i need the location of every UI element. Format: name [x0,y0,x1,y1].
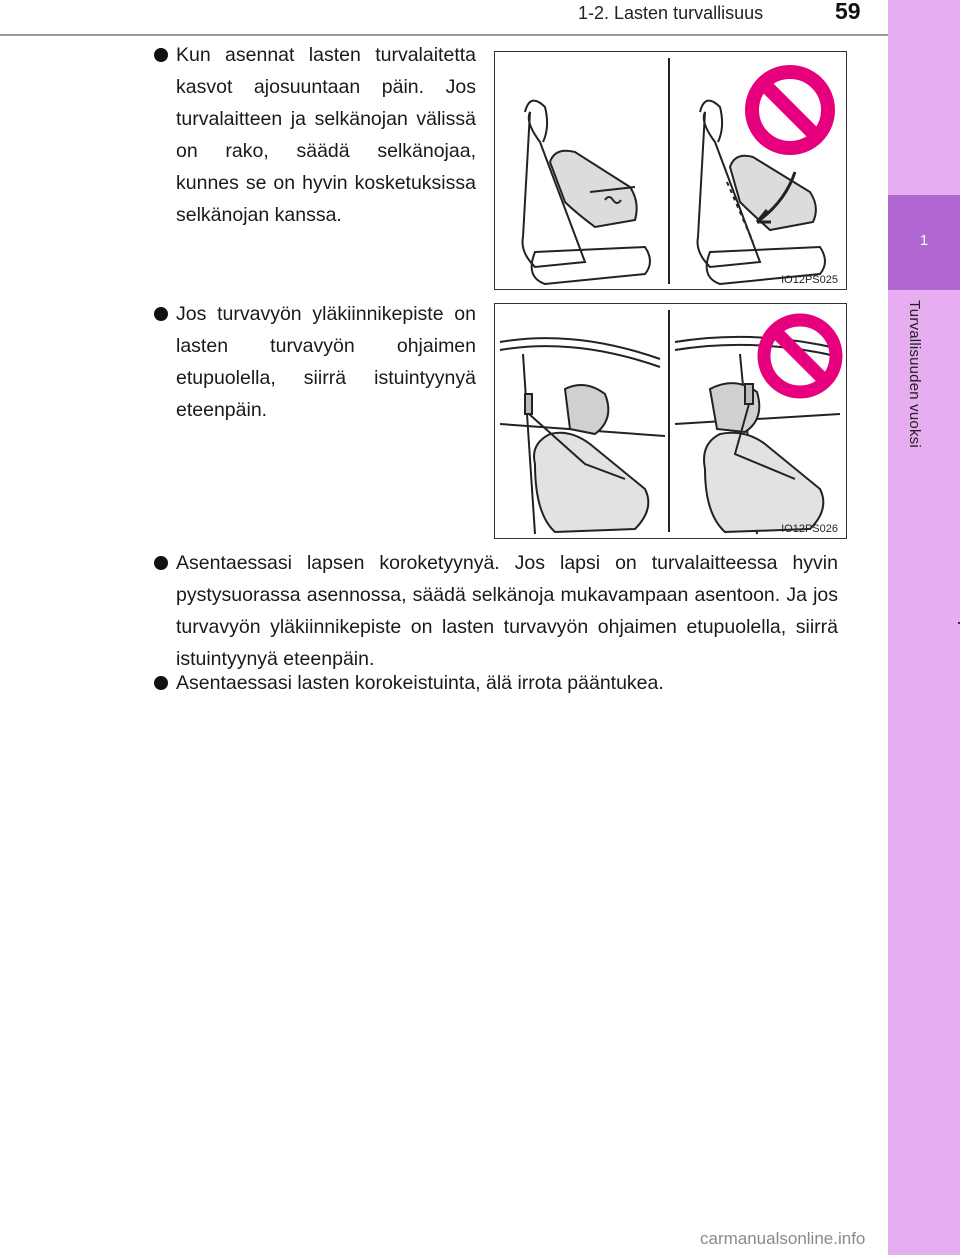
section-title: 1-2. Lasten turvallisuus [578,3,764,23]
figure-seat-backrest [494,51,847,290]
page-number: 59 [835,0,861,24]
seat-illustration [495,52,846,289]
figure-code: IO12PS025 [781,274,838,286]
prohibition-icon [752,72,828,148]
chapter-side-tab [888,0,960,1255]
bullet-paragraph: Kun asennat lasten turvalaitetta kasvot ajosuuntaan päin. Jos turvalaitteen ja selkänojan välissä on rako, säädä selkänojaa, kunnes se on hyvin kosketuksissa selkänojan kanssa. [176,44,476,226]
bullet-icon [154,307,168,321]
watermark[interactable]: carmanualsonline.info [700,1229,866,1248]
bullet-icon [154,676,168,690]
prohibition-icon [764,320,836,392]
figure-belt-guide [494,303,847,539]
belt-illustration [495,304,846,538]
figure-code: IO12PS026 [781,523,838,535]
bullet-paragraph: Asentaessasi lapsen koroketyynyä. Jos lapsi on turvalaitteessa hyvin pystysuorassa asennossa, säädä selkänoja mukavampaan asentoon. Ja jos turvavyön yläkiinnikepiste on lasten turvavyön ohjaimen etupuolella, siirrä istuintyynyä eteenpäin. [176,552,838,670]
bullet-icon [154,48,168,62]
chapter-number: 1 [919,232,929,249]
header-rule [0,34,888,36]
bullet-icon [154,556,168,570]
bullet-paragraph: Asentaessasi lasten korokeistuinta, älä irrota pääntukea. [176,672,664,694]
chapter-label: Turvallisuuden vuoksi [906,300,923,448]
bullet-paragraph: Jos turvavyön yläkiinnikepiste on lasten turvavyön ohjaimen etupuolella, siirrä istuintyynyä eteenpäin. [176,303,476,421]
